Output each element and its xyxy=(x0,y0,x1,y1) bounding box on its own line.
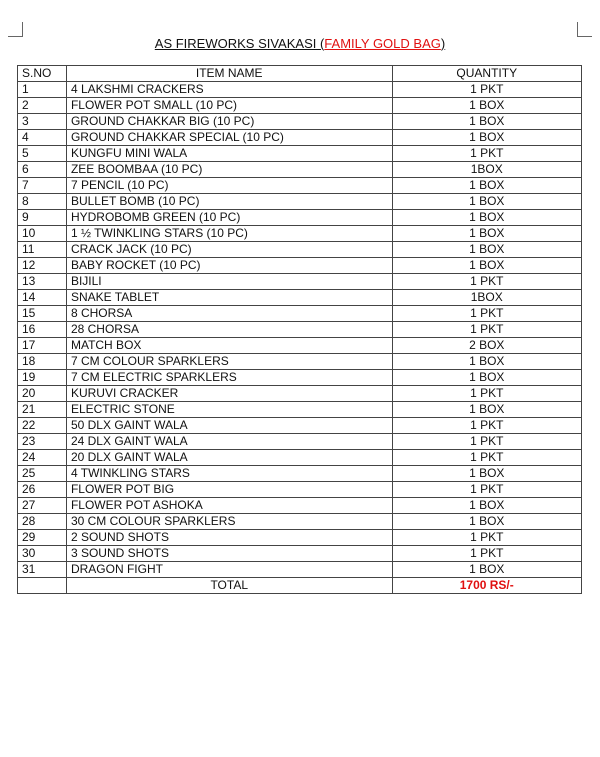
row-quantity: 1 BOX xyxy=(392,98,582,114)
total-value: 1700 RS/- xyxy=(392,578,582,594)
table-row xyxy=(18,546,582,562)
row-item-name: DRAGON FIGHT xyxy=(66,562,392,578)
row-item-name: FLOWER POT SMALL (10 PC) xyxy=(66,98,392,114)
row-item-name: 1 ½ TWINKLING STARS (10 PC) xyxy=(66,226,392,242)
row-sno: 14 xyxy=(18,290,67,306)
header-sno: S.NO xyxy=(18,66,67,82)
table-row xyxy=(18,194,582,210)
row-item-name: KURUVI CRACKER xyxy=(66,386,392,402)
table-row xyxy=(18,418,582,434)
row-quantity: 1 BOX xyxy=(392,194,582,210)
row-quantity: 1 BOX xyxy=(392,130,582,146)
row-sno: 27 xyxy=(18,498,67,514)
row-sno: 11 xyxy=(18,242,67,258)
table-row xyxy=(18,562,582,578)
total-empty-cell xyxy=(18,578,67,594)
row-item-name: 4 LAKSHMI CRACKERS xyxy=(66,82,392,98)
row-sno: 31 xyxy=(18,562,67,578)
header-quantity: QUANTITY xyxy=(392,66,582,82)
row-sno: 13 xyxy=(18,274,67,290)
row-item-name: SNAKE TABLET xyxy=(66,290,392,306)
title-highlight: FAMILY GOLD BAG xyxy=(324,36,441,51)
row-quantity: 2 BOX xyxy=(392,338,582,354)
table-row xyxy=(18,114,582,130)
row-item-name: 20 DLX GAINT WALA xyxy=(66,450,392,466)
table-row xyxy=(18,482,582,498)
row-quantity: 1 BOX xyxy=(392,258,582,274)
table-row xyxy=(18,274,582,290)
row-quantity: 1 PKT xyxy=(392,450,582,466)
row-quantity: 1 PKT xyxy=(392,546,582,562)
table-row xyxy=(18,98,582,114)
row-sno: 26 xyxy=(18,482,67,498)
row-sno: 23 xyxy=(18,434,67,450)
row-quantity: 1 BOX xyxy=(392,370,582,386)
row-item-name: BIJILI xyxy=(66,274,392,290)
total-row xyxy=(18,578,582,594)
total-label: TOTAL xyxy=(66,578,392,594)
row-quantity: 1 PKT xyxy=(392,434,582,450)
table-row xyxy=(18,338,582,354)
row-sno: 10 xyxy=(18,226,67,242)
row-sno: 20 xyxy=(18,386,67,402)
table-row xyxy=(18,322,582,338)
row-quantity: 1BOX xyxy=(392,162,582,178)
row-quantity: 1BOX xyxy=(392,290,582,306)
row-quantity: 1 PKT xyxy=(392,82,582,98)
table-row xyxy=(18,306,582,322)
row-item-name: GROUND CHAKKAR BIG (10 PC) xyxy=(66,114,392,130)
table-row xyxy=(18,258,582,274)
row-item-name: 3 SOUND SHOTS xyxy=(66,546,392,562)
row-item-name: ZEE BOOMBAA (10 PC) xyxy=(66,162,392,178)
row-quantity: 1 BOX xyxy=(392,114,582,130)
row-item-name: 30 CM COLOUR SPARKLERS xyxy=(66,514,392,530)
row-quantity: 1 PKT xyxy=(392,482,582,498)
row-item-name: 7 PENCIL (10 PC) xyxy=(66,178,392,194)
row-quantity: 1 PKT xyxy=(392,386,582,402)
row-item-name: 50 DLX GAINT WALA xyxy=(66,418,392,434)
title-prefix: AS FIREWORKS SIVAKASI ( xyxy=(154,36,325,51)
table-row xyxy=(18,146,582,162)
row-quantity: 1 BOX xyxy=(392,226,582,242)
row-sno: 12 xyxy=(18,258,67,274)
row-sno: 4 xyxy=(18,130,67,146)
table-header-row xyxy=(18,66,582,82)
row-sno: 17 xyxy=(18,338,67,354)
row-item-name: HYDROBOMB GREEN (10 PC) xyxy=(66,210,392,226)
header-item-name: ITEM NAME xyxy=(66,66,392,82)
row-item-name: FLOWER POT ASHOKA xyxy=(66,498,392,514)
row-sno: 22 xyxy=(18,418,67,434)
row-quantity: 1 BOX xyxy=(392,402,582,418)
table-row xyxy=(18,162,582,178)
row-item-name: KUNGFU MINI WALA xyxy=(66,146,392,162)
row-item-name: ELECTRIC STONE xyxy=(66,402,392,418)
row-sno: 29 xyxy=(18,530,67,546)
table-row xyxy=(18,178,582,194)
row-quantity: 1 PKT xyxy=(392,306,582,322)
row-sno: 25 xyxy=(18,466,67,482)
row-quantity: 1 PKT xyxy=(392,530,582,546)
row-sno: 8 xyxy=(18,194,67,210)
row-quantity: 1 BOX xyxy=(392,178,582,194)
row-item-name: 4 TWINKLING STARS xyxy=(66,466,392,482)
row-sno: 5 xyxy=(18,146,67,162)
table-row xyxy=(18,82,582,98)
table-row xyxy=(18,130,582,146)
row-item-name: FLOWER POT BIG xyxy=(66,482,392,498)
row-quantity: 1 BOX xyxy=(392,466,582,482)
row-quantity: 1 PKT xyxy=(392,418,582,434)
table-row xyxy=(18,434,582,450)
row-quantity: 1 BOX xyxy=(392,562,582,578)
row-sno: 24 xyxy=(18,450,67,466)
table-row xyxy=(18,370,582,386)
row-item-name: CRACK JACK (10 PC) xyxy=(66,242,392,258)
table-row xyxy=(18,498,582,514)
row-quantity: 1 BOX xyxy=(392,514,582,530)
row-item-name: 7 CM ELECTRIC SPARKLERS xyxy=(66,370,392,386)
page-corner-mark-right xyxy=(577,22,592,37)
row-quantity: 1 BOX xyxy=(392,242,582,258)
row-quantity: 1 PKT xyxy=(392,322,582,338)
row-quantity: 1 PKT xyxy=(392,146,582,162)
price-list-table xyxy=(17,65,582,594)
row-sno: 1 xyxy=(18,82,67,98)
row-item-name: 24 DLX GAINT WALA xyxy=(66,434,392,450)
table-row xyxy=(18,290,582,306)
title-suffix: ) xyxy=(440,36,446,51)
table-row xyxy=(18,450,582,466)
row-sno: 19 xyxy=(18,370,67,386)
row-item-name: 2 SOUND SHOTS xyxy=(66,530,392,546)
row-sno: 6 xyxy=(18,162,67,178)
row-sno: 30 xyxy=(18,546,67,562)
row-quantity: 1 BOX xyxy=(392,498,582,514)
table-row xyxy=(18,514,582,530)
page-title xyxy=(0,36,600,51)
row-sno: 18 xyxy=(18,354,67,370)
table-row xyxy=(18,402,582,418)
row-item-name: 8 CHORSA xyxy=(66,306,392,322)
table-row xyxy=(18,242,582,258)
row-item-name: 28 CHORSA xyxy=(66,322,392,338)
row-item-name: GROUND CHAKKAR SPECIAL (10 PC) xyxy=(66,130,392,146)
row-sno: 28 xyxy=(18,514,67,530)
page-corner-mark-left xyxy=(8,22,23,37)
row-item-name: 7 CM COLOUR SPARKLERS xyxy=(66,354,392,370)
row-item-name: MATCH BOX xyxy=(66,338,392,354)
table-row xyxy=(18,466,582,482)
table-row xyxy=(18,226,582,242)
row-sno: 3 xyxy=(18,114,67,130)
row-quantity: 1 BOX xyxy=(392,210,582,226)
table-row xyxy=(18,530,582,546)
row-sno: 21 xyxy=(18,402,67,418)
row-quantity: 1 PKT xyxy=(392,274,582,290)
row-item-name: BABY ROCKET (10 PC) xyxy=(66,258,392,274)
row-sno: 7 xyxy=(18,178,67,194)
table-row xyxy=(18,386,582,402)
table-row xyxy=(18,354,582,370)
row-item-name: BULLET BOMB (10 PC) xyxy=(66,194,392,210)
row-quantity: 1 BOX xyxy=(392,354,582,370)
row-sno: 9 xyxy=(18,210,67,226)
table-row xyxy=(18,210,582,226)
row-sno: 16 xyxy=(18,322,67,338)
row-sno: 2 xyxy=(18,98,67,114)
row-sno: 15 xyxy=(18,306,67,322)
